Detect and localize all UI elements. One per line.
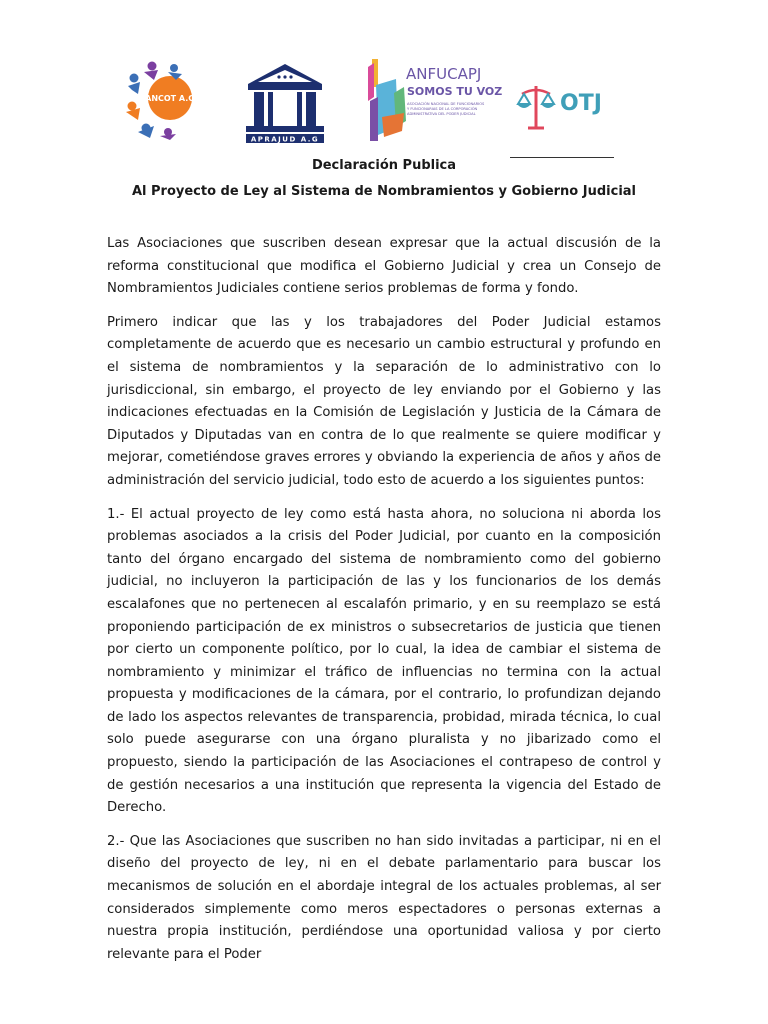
anfucapj-fine-print-3: ADMINISTRATIVA DEL PODER JUDICIAL: [407, 112, 476, 116]
ancot-figure-1: [128, 74, 140, 95]
ancot-logo: [124, 60, 204, 140]
paragraph-point-1: 1.- El actual proyecto de ley como está hasta ahora, no soluciona ni aborda los problemas asociados a la crisis del Poder Judicial, por cuanto en la composición tanto del órgano encargado del sistema de nombramiento como del gobierno judicial, no incluyeron la participación de las y los funcionarios de los demás escalafones que no pertenecen al escalafón primario, y en su reemplazo se está proponiendo participación de ex ministros o subsecretarios de justicia que tienen por cierto un componente político, por lo cual, la idea de cambiar el sistema de nombramiento y minimizar el tráfico de influencias no termina con la actual propuesta y modificaciones de la cámara, por el contrario, lo profundizan dejando de lado los aspectos relevantes de transparencia, probidad, mirada técnica, lo cual solo puede asegurarse con una órgano pluralista y no jibarizado como el propuesto, siendo la participación de las Asociaciones el contrapeso de control y de gestión necesarios a una institución que representa la vigencia del Estado de Derecho.: [107, 506, 661, 816]
paragraph-intro: Las Asociaciones que suscriben desean expresar que la actual discusión de la reforma constitucional que modifica el Gobierno Judicial y crea un Consejo de Nombramientos Judiciales contiene serios problemas de forma y fondo.: [107, 236, 661, 297]
anfucapj-logo: [366, 57, 503, 143]
paragraph-point-2: 2.- Que las Asociaciones que suscriben no han sido invitadas a participar, ni en el diseño del proyecto de ley, ni en el debate parlamentario para buscar los mecanismos de solución en el abordaje integral de los actuales problemas, al ser considerados simplemente como meros espectadores o personas externas a nuestra propia institución, perdiéndose una oportunidad valiosa y por cierto relevante para el Poder: [107, 833, 661, 962]
anfucapj-name: ANFUCAPJ: [406, 65, 482, 83]
otj-logo: [512, 80, 612, 160]
aprajud-logo: [244, 62, 326, 144]
anfucapj-fine-print-1: ASOCIACIÓN NACIONAL DE FUNCIONARIOS: [407, 102, 485, 106]
ancot-figure-4: [126, 102, 140, 121]
anfucapj-hands-icon: [368, 59, 406, 141]
logo-row: [0, 0, 768, 160]
paragraph-context: Primero indicar que las y los trabajadores del Poder Judicial estamos completamente de acuerdo que es necesario un cambio estructural y profundo en el sistema de nombramientos y la separación de lo administrativo con lo jurisdiccional, sin embargo, el proyecto de ley enviando por el Gobierno y las indicaciones efectuadas en la Comisión de Legislación y Justicia de la Cámara de Diputados y Diputadas van en contra de lo que realmente se quiere modificar y mejorar, cometiéndose graves errores y obviando la experiencia de años y años de administración del servicio judicial, todo esto de acuerdo a los siguientes puntos:: [107, 314, 661, 488]
ancot-figure-6: [160, 128, 176, 140]
scales-icon: [517, 86, 555, 128]
ancot-figure-2: [144, 62, 158, 81]
anfucapj-slogan: SOMOS TU VOZ: [407, 85, 503, 98]
otj-logo-text: OTJ: [560, 91, 602, 116]
document-subtitle: Al Proyecto de Ley al Sistema de Nombramientos y Gobierno Judicial: [131, 184, 637, 199]
ancot-logo-text: ANCOT A.G: [145, 94, 195, 103]
ancot-figure-5: [138, 124, 154, 139]
document-body: [107, 233, 661, 977]
document-title: Declaración Publica: [311, 158, 457, 173]
anfucapj-fine-print-2: Y FUNCIONARIAS DE LA CORPORACIÓN: [407, 107, 478, 111]
aprajud-logo-text: APRAJUD A.G: [250, 135, 320, 144]
